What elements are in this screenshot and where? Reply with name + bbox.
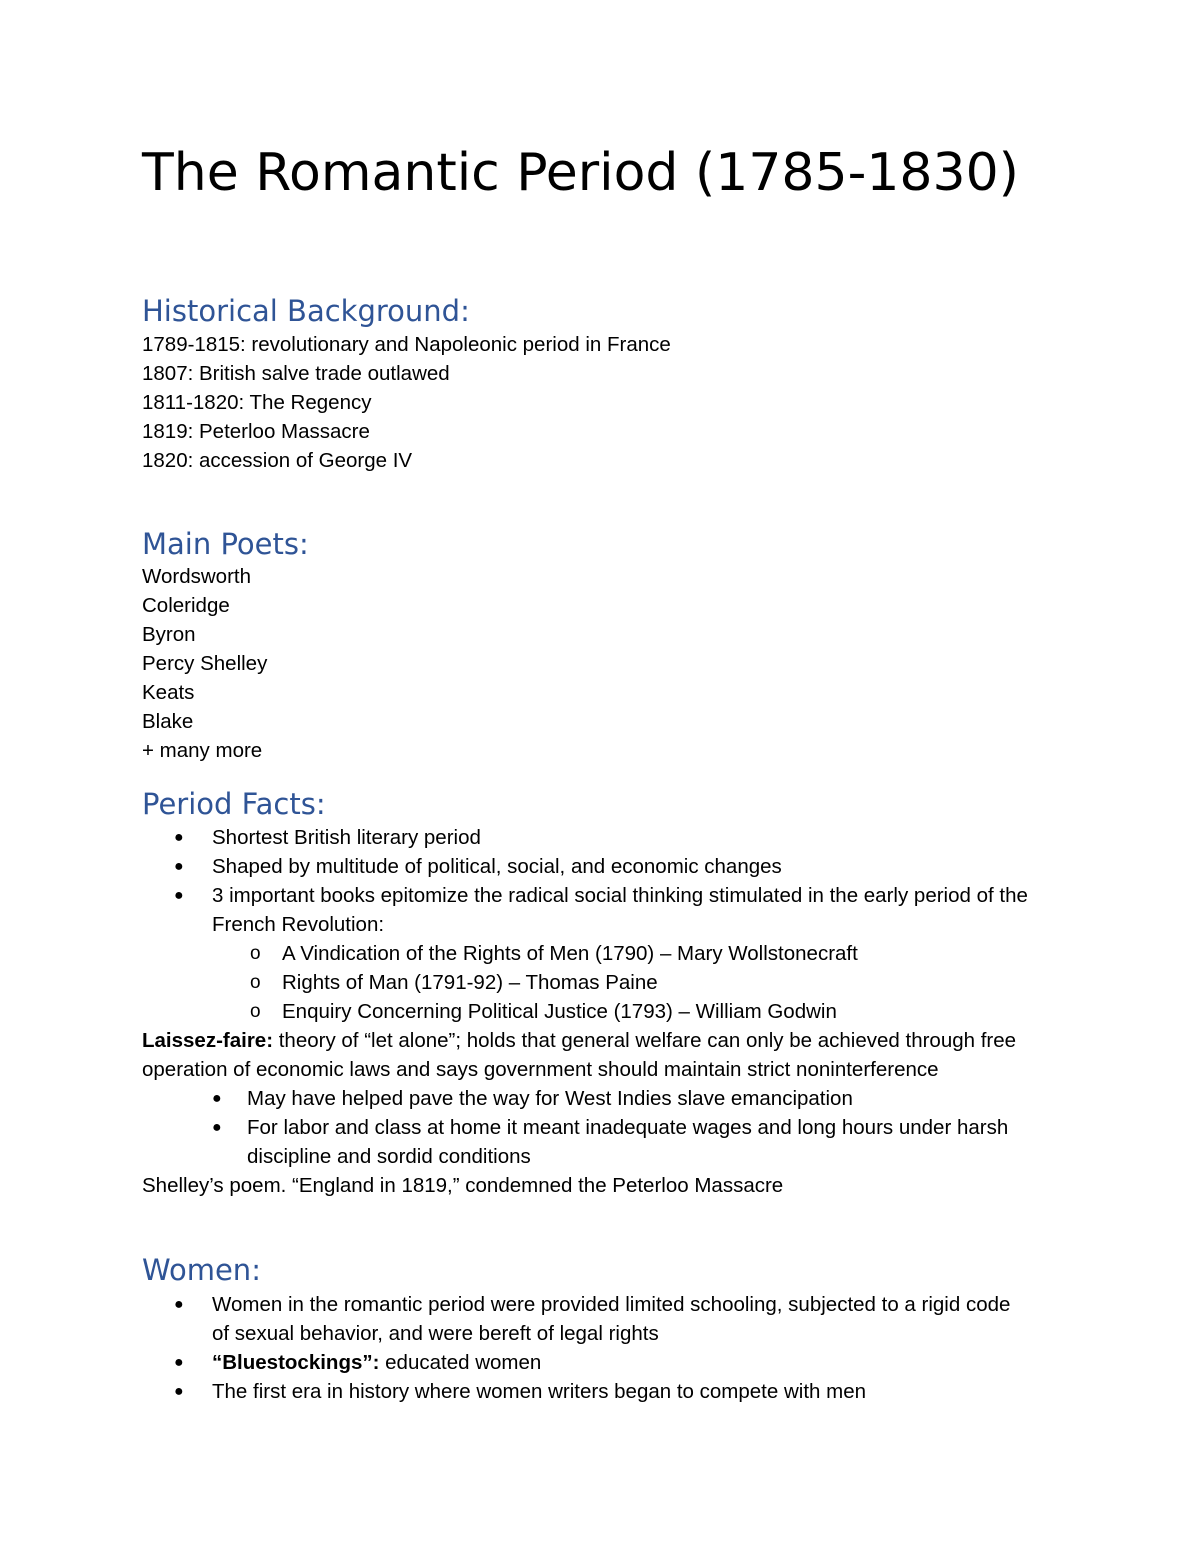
poet-item: Keats bbox=[142, 681, 195, 704]
laissez-faire-definition: theory of “let alone”; holds that general welfare can only be achieved through free operation of economic laws and says government should maintain strict noninterference bbox=[142, 1029, 1017, 1081]
list-item bbox=[142, 881, 1057, 939]
laissez-bullet-text: May have helped pave the way for West Indies slave emancipation bbox=[247, 1087, 853, 1110]
women-list bbox=[142, 1290, 1082, 1406]
bullet-marker: ● bbox=[212, 1119, 222, 1136]
shelley-poem-line: Shelley’s poem. “England in 1819,” condemned the Peterloo Massacre bbox=[142, 1174, 784, 1197]
women-heading: Women: bbox=[142, 1253, 261, 1287]
women-text: The first era in history where women writers began to compete with men bbox=[212, 1380, 866, 1403]
list-item bbox=[142, 1348, 1082, 1377]
poet-item: Byron bbox=[142, 623, 196, 646]
period-facts-list bbox=[142, 823, 1082, 1200]
list-item bbox=[142, 1377, 1082, 1406]
bullet-marker: ● bbox=[174, 829, 184, 846]
bullet-marker: ● bbox=[212, 1090, 222, 1107]
bullet-marker: ● bbox=[174, 858, 184, 875]
poet-item: Coleridge bbox=[142, 594, 230, 617]
fact-text: Shaped by multitude of political, social, and economic changes bbox=[212, 855, 782, 878]
sub-list-item bbox=[142, 939, 1082, 968]
list-item bbox=[142, 1084, 1052, 1113]
list-item bbox=[142, 823, 1082, 852]
poet-item: Percy Shelley bbox=[142, 652, 268, 675]
laissez-faire-term: Laissez-faire: bbox=[142, 1029, 274, 1052]
sub-bullet-marker: o bbox=[250, 972, 261, 993]
poet-item: Wordsworth bbox=[142, 565, 251, 588]
bullet-marker: ● bbox=[174, 1296, 184, 1313]
sub-bullet-marker: o bbox=[250, 943, 261, 964]
laissez-bullet-text: For labor and class at home it meant inadequate wages and long hours under harsh discipline and sordid conditions bbox=[247, 1116, 1009, 1168]
page-title: The Romantic Period (1785-1830) bbox=[142, 143, 1019, 203]
main-poets-heading: Main Poets: bbox=[142, 527, 309, 561]
sub-list-item bbox=[142, 997, 1082, 1026]
sub-bullet-marker: o bbox=[250, 1001, 261, 1022]
sub-list-item bbox=[142, 968, 1082, 997]
list-item bbox=[142, 852, 1082, 881]
fact-text: Shortest British literary period bbox=[212, 826, 481, 849]
list-item bbox=[142, 1290, 1022, 1348]
book-text: A Vindication of the Rights of Men (1790) – Mary Wollstonecraft bbox=[282, 942, 858, 965]
book-text: Enquiry Concerning Political Justice (1793) – William Godwin bbox=[282, 1000, 837, 1023]
bluestockings-definition: educated women bbox=[379, 1351, 542, 1374]
history-line: 1819: Peterloo Massacre bbox=[142, 420, 370, 443]
laissez-faire-paragraph bbox=[142, 1026, 1042, 1084]
bullet-marker: ● bbox=[174, 1383, 184, 1400]
history-line: 1789-1815: revolutionary and Napoleonic period in France bbox=[142, 333, 671, 356]
history-line: 1807: British salve trade outlawed bbox=[142, 362, 450, 385]
women-text: Women in the romantic period were provided limited schooling, subjected to a rigid code of sexual behavior, and were bereft of legal rights bbox=[212, 1293, 1011, 1345]
historical-background-heading: Historical Background: bbox=[142, 294, 470, 328]
period-facts-heading: Period Facts: bbox=[142, 787, 326, 821]
poet-item: Blake bbox=[142, 710, 194, 733]
history-line: 1811-1820: The Regency bbox=[142, 391, 372, 414]
history-line: 1820: accession of George IV bbox=[142, 449, 413, 472]
historical-background-list bbox=[142, 330, 1082, 475]
bluestockings-term: “Bluestockings”: bbox=[212, 1351, 380, 1374]
fact-text: 3 important books epitomize the radical social thinking stimulated in the early period of the French Revolution: bbox=[212, 884, 1028, 936]
book-text: Rights of Man (1791-92) – Thomas Paine bbox=[282, 971, 658, 994]
list-item bbox=[142, 1113, 1052, 1171]
poet-item: + many more bbox=[142, 739, 263, 762]
bullet-marker: ● bbox=[174, 887, 184, 904]
bullet-marker: ● bbox=[174, 1354, 184, 1371]
main-poets-list bbox=[142, 562, 1082, 765]
